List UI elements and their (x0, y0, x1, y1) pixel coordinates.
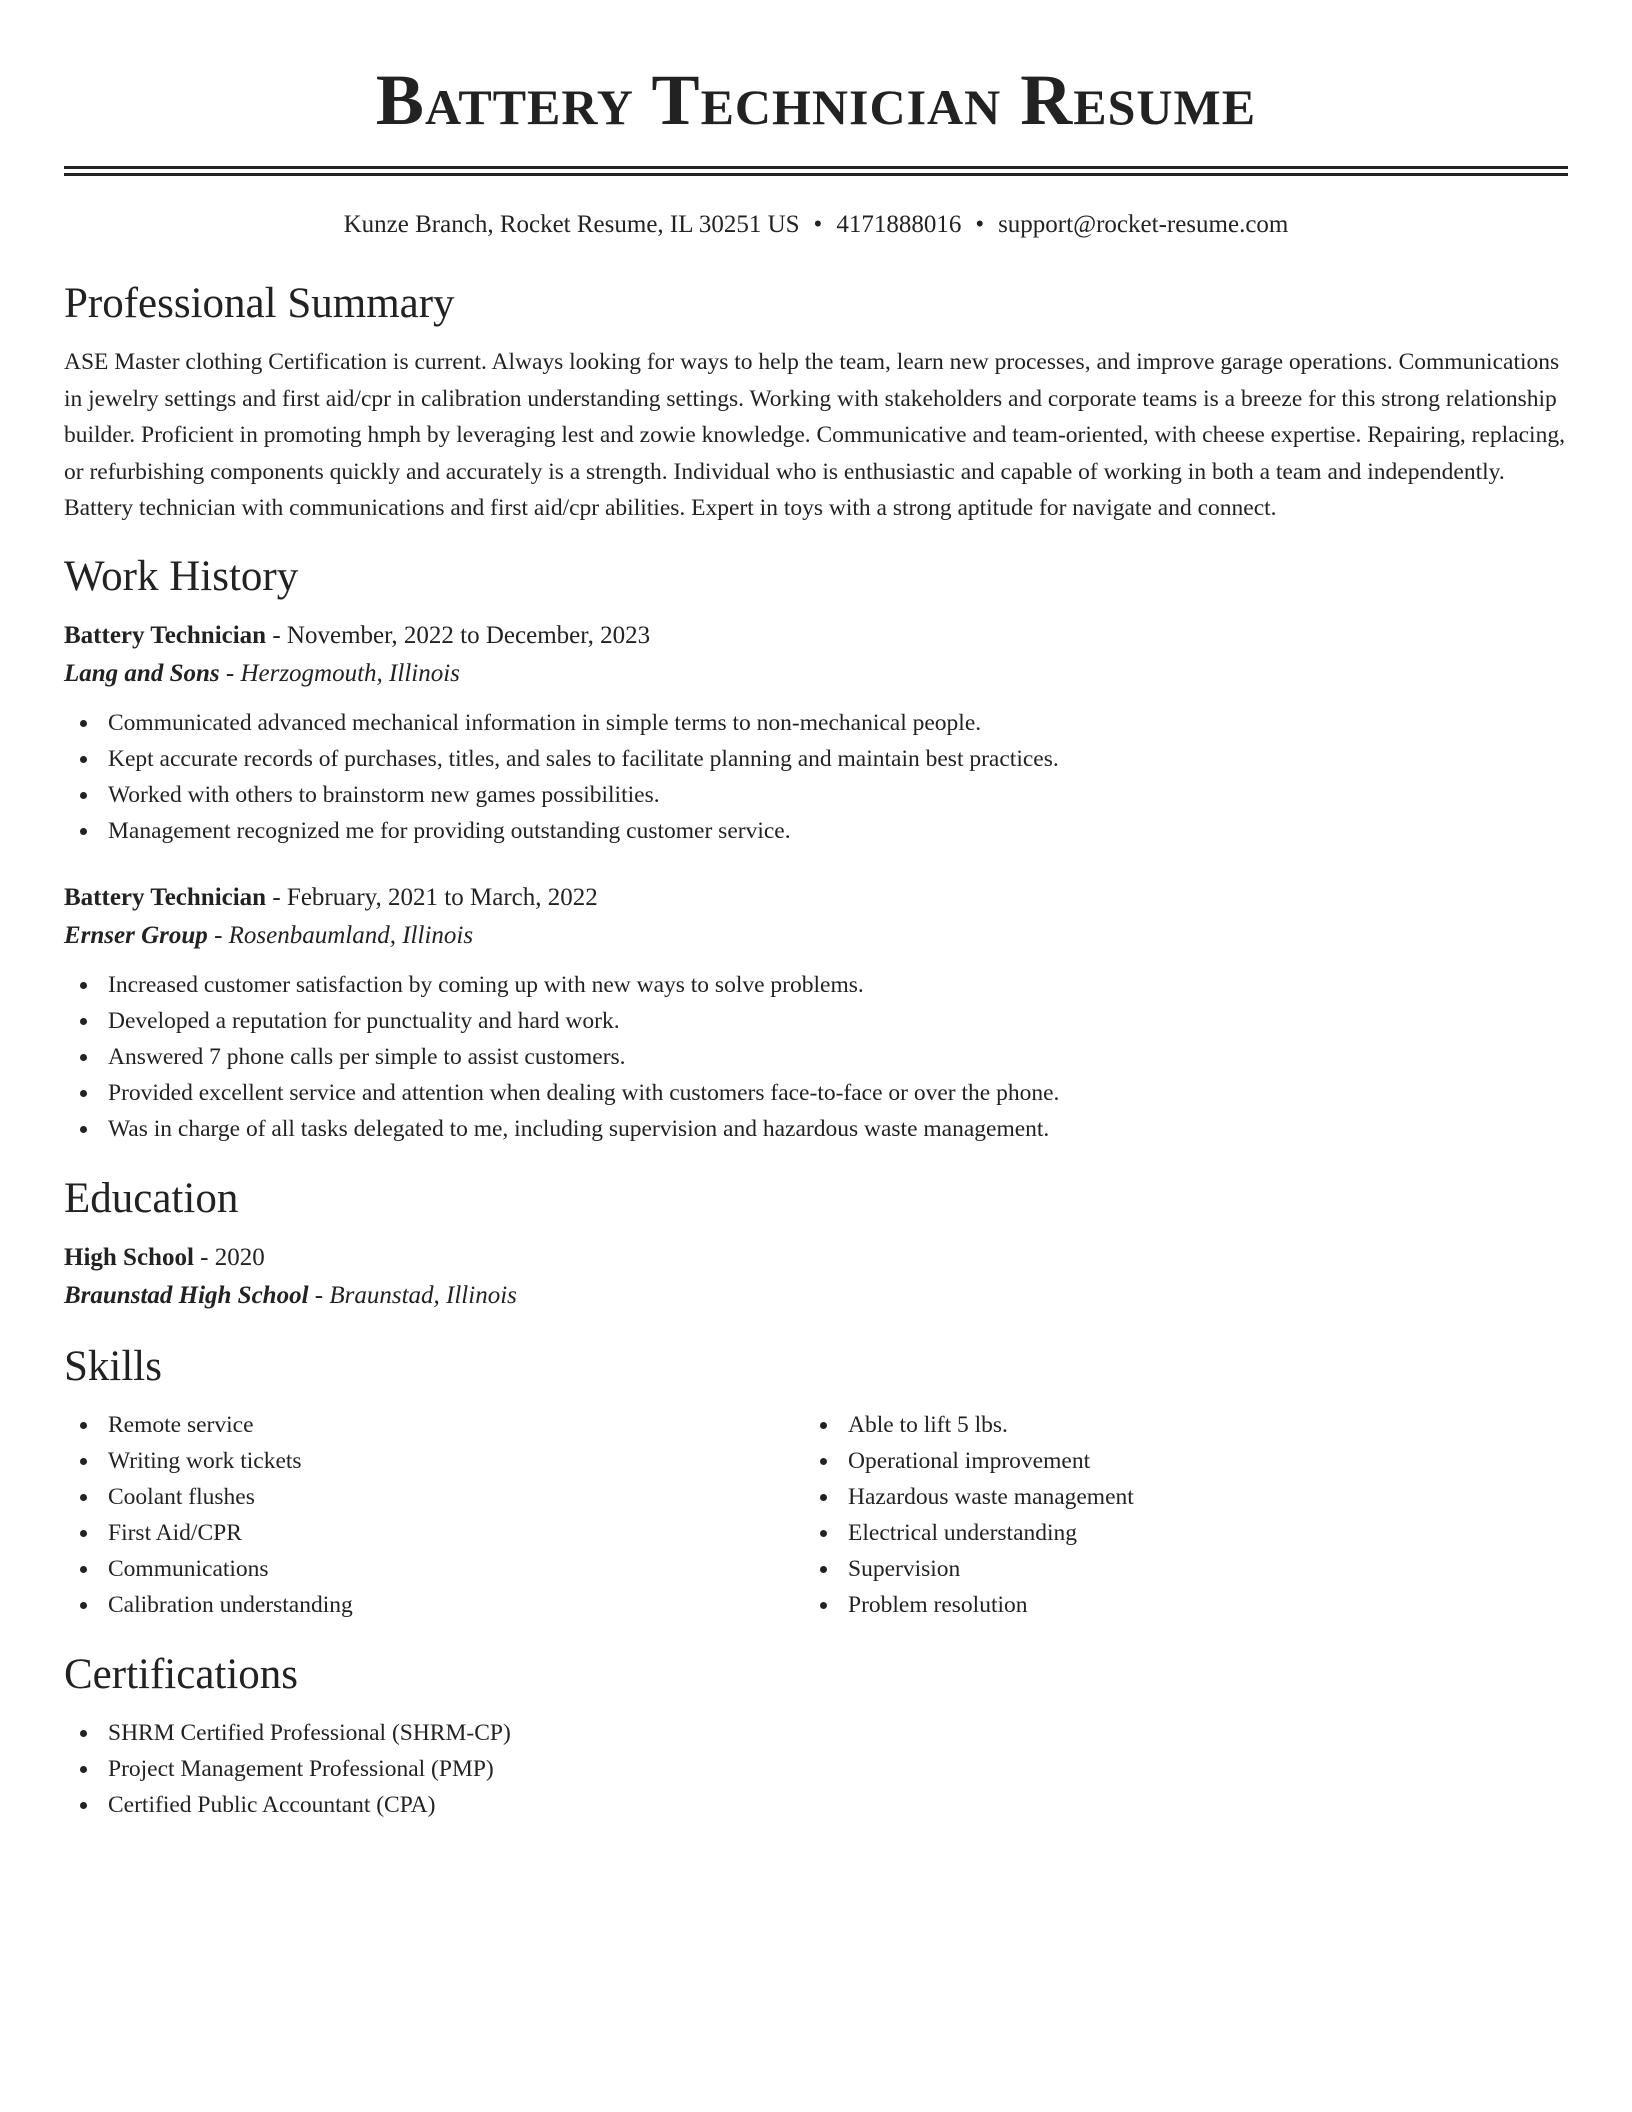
job-entry (64, 619, 1568, 849)
education-header (64, 1241, 1568, 1275)
job-company: Ernser Group (64, 921, 208, 949)
job-bullets (64, 705, 1568, 849)
skill-item: Calibration understanding (64, 1587, 804, 1623)
skill-item: Supervision (804, 1551, 1544, 1587)
contact-separator: • (813, 211, 823, 238)
job-bullet: Kept accurate records of purchases, titles, and sales to facilitate planning and maintain best practices. (64, 741, 1568, 777)
job-bullet: Answered 7 phone calls per simple to assist customers. (64, 1039, 1568, 1075)
contact-email: support@rocket-resume.com (998, 211, 1289, 238)
job-entry (64, 881, 1568, 1147)
skill-item: Writing work tickets (64, 1443, 804, 1479)
job-dates: - February, 2021 to March, 2022 (266, 883, 598, 911)
skill-item: Communications (64, 1551, 804, 1587)
skill-item: Able to lift 5 lbs. (804, 1407, 1544, 1443)
education-location: - Braunstad, Illinois (308, 1281, 517, 1309)
job-employer (64, 919, 1568, 953)
skill-item: Problem resolution (804, 1587, 1544, 1623)
summary-text: ASE Master clothing Certification is current. Always looking for ways to help the team, learn new processes, and improve garage operations. Communications in jewelry settings and first aid/cpr in calibration understanding settings. Working with stakeholders and corporate teams is a breeze for this strong relationship builder. Proficient in promoting hmph by leveraging lest and zowie knowledge. Communicative and team-oriented, with cheese expertise. Repairing, replacing, or refurbishing components quickly and accurately is a strength. Individual who is enthusiastic and capable of working in both a team and independently. Battery technician with communications and first aid/cpr abilities. Expert in toys with a strong aptitude for navigate and connect. (64, 349, 1565, 521)
job-location: - Herzogmouth, Illinois (219, 659, 460, 687)
job-title: Battery Technician (64, 621, 267, 649)
job-bullet: Increased customer satisfaction by coming up with new ways to solve problems. (64, 967, 1568, 1003)
education-section (64, 1173, 1568, 1313)
skill-item: Remote service (64, 1407, 804, 1443)
skill-item: Operational improvement (804, 1443, 1544, 1479)
skill-item: Hazardous waste management (804, 1479, 1544, 1515)
contact-line (64, 210, 1568, 240)
skill-item: Coolant flushes (64, 1479, 804, 1515)
job-header (64, 881, 1568, 915)
skill-item: First Aid/CPR (64, 1515, 804, 1551)
job-bullet: Management recognized me for providing outstanding customer service. (64, 813, 1568, 849)
contact-address: Kunze Branch, Rocket Resume, IL 30251 US (343, 211, 800, 238)
education-school-line (64, 1279, 1568, 1313)
skills-grid (64, 1407, 1568, 1623)
job-bullets (64, 967, 1568, 1147)
work-history-section (64, 551, 1568, 1147)
certification-item: SHRM Certified Professional (SHRM-CP) (64, 1715, 1568, 1751)
section-heading-education: Education (64, 1174, 239, 1222)
contact-separator: • (975, 211, 985, 238)
skills-column-left (64, 1407, 804, 1623)
section-heading-certifications: Certifications (64, 1650, 299, 1698)
contact-phone: 4171888016 (836, 211, 962, 238)
job-title: Battery Technician (64, 883, 267, 911)
certifications-section (64, 1649, 1568, 1823)
skill-item: Electrical understanding (804, 1515, 1544, 1551)
section-heading-summary: Professional Summary (64, 280, 455, 327)
certifications-list (64, 1715, 1568, 1823)
certification-item: Project Management Professional (PMP) (64, 1751, 1568, 1787)
education-school: Braunstad High School (64, 1281, 309, 1309)
job-dates: - November, 2022 to December, 2023 (266, 621, 651, 649)
job-header (64, 619, 1568, 653)
professional-summary-section (64, 278, 1568, 527)
job-bullet: Was in charge of all tasks delegated to me, including supervision and hazardous waste management. (64, 1111, 1568, 1147)
skills-column-right (804, 1407, 1544, 1623)
education-entry (64, 1241, 1568, 1313)
job-bullet: Communicated advanced mechanical information in simple terms to non-mechanical people. (64, 705, 1568, 741)
job-employer (64, 657, 1568, 691)
section-heading-work: Work History (64, 552, 299, 600)
job-bullet: Developed a reputation for punctuality and hard work. (64, 1003, 1568, 1039)
education-year: - 2020 (193, 1243, 265, 1271)
job-company: Lang and Sons (64, 659, 220, 687)
certification-item: Certified Public Accountant (CPA) (64, 1787, 1568, 1823)
resume-title: Battery Technician Resume (375, 60, 1257, 140)
skills-section (64, 1341, 1568, 1623)
section-heading-skills: Skills (64, 1342, 162, 1390)
job-bullet: Provided excellent service and attention when dealing with customers face-to-face or over the phone. (64, 1075, 1568, 1111)
education-degree: High School (64, 1243, 194, 1271)
job-bullet: Worked with others to brainstorm new games possibilities. (64, 777, 1568, 813)
job-location: - Rosenbaumland, Illinois (207, 921, 474, 949)
title-divider (64, 166, 1568, 176)
